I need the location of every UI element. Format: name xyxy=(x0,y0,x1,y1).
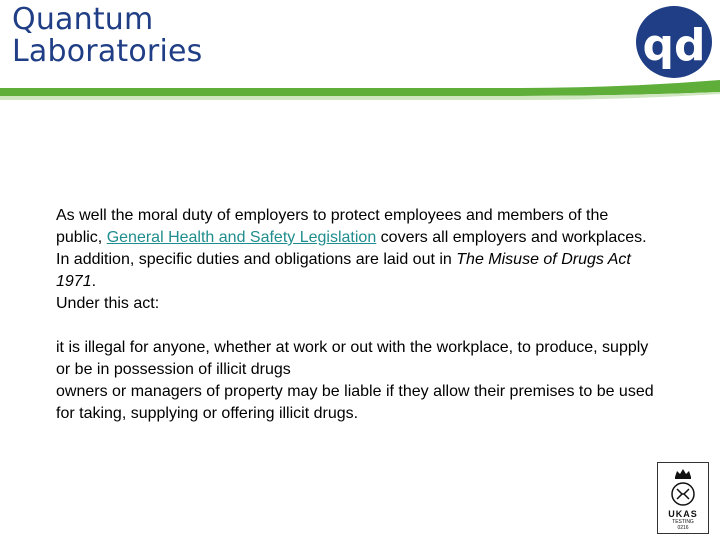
company-logo-text xyxy=(12,4,203,68)
header-green-bar xyxy=(0,78,720,108)
crown-icon xyxy=(658,463,708,509)
paragraph-under-act: Under this act: xyxy=(56,295,160,312)
ukas-subtitle: TESTING xyxy=(672,519,694,525)
qd-logo-icon xyxy=(610,2,720,88)
ukas-number: 0216 xyxy=(677,525,689,531)
logo-line-quantum: Quantum xyxy=(12,2,154,37)
paragraph-misuse-act: In addition, specific duties and obligations are laid out in The Misuse of Drugs Act 1971. xyxy=(56,251,631,290)
ukas-name: UKAS xyxy=(668,509,698,519)
main-content xyxy=(56,205,656,425)
paragraph-illegal: it is illegal for anyone, whether at work or out with the workplace, to produce, supply or be in possession of illicit drugs xyxy=(56,339,649,378)
paragraph-owners: owners or managers of property may be liable if they allow their premises to be used for taking, supplying or offering illicit drugs. xyxy=(56,383,654,422)
legislation-link[interactable]: General Health and Safety Legislation xyxy=(106,229,377,246)
paragraph-intro: As well the moral duty of employers to protect employees and members of the public, General Health and Safety Legislation covers all employers and workplaces. xyxy=(56,207,647,246)
act-title: The Misuse of Drugs Act 1971 xyxy=(56,251,631,290)
ukas-badge xyxy=(657,462,709,534)
qd-logo-text: qd xyxy=(642,20,706,71)
logo-line-laboratories: Laboratories xyxy=(12,34,203,69)
